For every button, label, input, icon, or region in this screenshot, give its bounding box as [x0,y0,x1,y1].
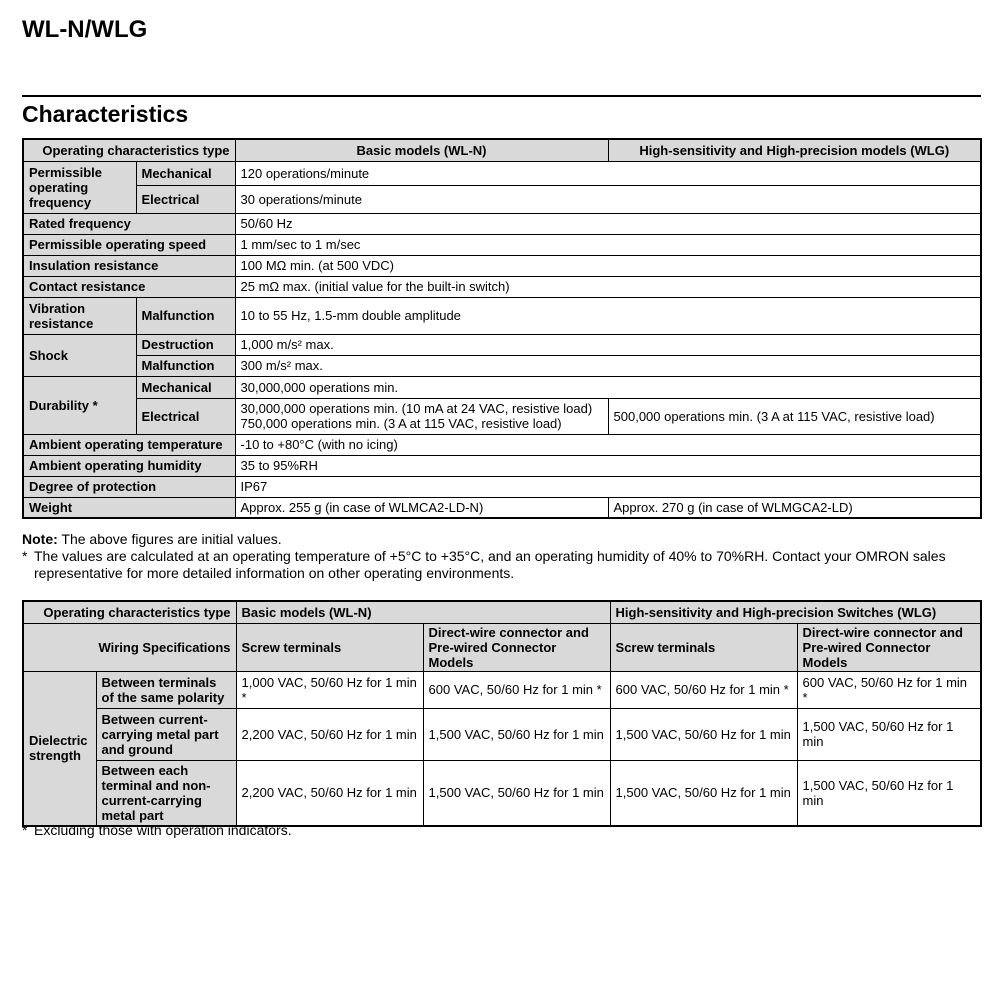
vibration-value: 10 to 55 Hz, 1.5-mm double amplitude [235,297,981,334]
insulation-resistance-label: Insulation resistance [23,255,235,276]
durability-electrical-label: Electrical [136,398,235,434]
header-high-models: High-sensitivity and High-precision models (WLG) [608,139,981,161]
electrical-label: Electrical [136,185,235,213]
durability-electrical-basic-value [235,398,608,434]
dielectric-strength-label: Dielectric strength [23,671,96,826]
dielectric-strength-table [22,600,982,827]
shock-malfunction-label: Malfunction [136,355,235,376]
table-row [23,455,981,476]
weight-label: Weight [23,497,235,518]
durability-electrical-high-value: 500,000 operations min. (3 A at 115 VAC, resistive load) [608,398,981,434]
ambient-temperature-label: Ambient operating temperature [23,434,235,455]
characteristics-table [22,138,982,519]
operating-speed-label: Permissible operating speed [23,234,235,255]
table-row [23,355,981,376]
value-cell: 1,000 VAC, 50/60 Hz for 1 min * [236,671,423,708]
operating-speed-value: 1 mm/sec to 1 m/sec [235,234,981,255]
wiring-specifications-label: Wiring Specifications [23,623,236,671]
value-cell: 1,500 VAC, 50/60 Hz for 1 min [610,760,797,826]
value-cell: 1,500 VAC, 50/60 Hz for 1 min [797,708,981,760]
vibration-malfunction-label: Malfunction [136,297,235,334]
basic-direct-wire-header: Direct-wire connector and Pre-wired Connector Models [423,623,610,671]
value-cell: 2,200 VAC, 50/60 Hz for 1 min [236,708,423,760]
table-row [23,376,981,398]
header-high-switches: High-sensitivity and High-precision Switches (WLG) [610,601,981,623]
row-label-terminal-metal: Between each terminal and non-current-carrying metal part [96,760,236,826]
durability-mechanical-value: 30,000,000 operations min. [235,376,981,398]
table-row [23,185,981,213]
table-header-row [23,601,981,623]
header-type: Operating characteristics type [23,601,236,623]
table-header-row [23,139,981,161]
high-screw-terminals-header: Screw terminals [610,623,797,671]
row-label-metal-ground: Between current-carrying metal part and ground [96,708,236,760]
header-type: Operating characteristics type [23,139,235,161]
vibration-resistance-label: Vibration resistance [23,297,136,334]
asterisk-note-text: The values are calculated at an operating temperature of +5°C to +35°C, and an operating humidity of 40% to 70%RH. Contact your OMRON sales representative for more detailed information on other operating environments. [34,548,946,581]
value-cell: 1,500 VAC, 50/60 Hz for 1 min [610,708,797,760]
header-basic-models: Basic models (WL-N) [235,139,608,161]
durability-mechanical-label: Mechanical [136,376,235,398]
asterisk-mark: * [22,548,28,564]
contact-resistance-value: 25 mΩ max. (initial value for the built-in switch) [235,276,981,297]
note-line [22,531,982,548]
contact-resistance-label: Contact resistance [23,276,235,297]
value-cell: 600 VAC, 50/60 Hz for 1 min * [610,671,797,708]
asterisk-note-line [22,548,982,582]
table-row [23,671,981,708]
table-row [23,161,981,185]
table-row [23,334,981,355]
table-header-row [23,623,981,671]
table-row [23,476,981,497]
table-row [23,434,981,455]
rated-frequency-value: 50/60 Hz [235,213,981,234]
table-row [23,255,981,276]
footnote-block [22,822,982,839]
document-title: WL-N/WLG [22,16,148,43]
header-basic-models: Basic models (WL-N) [236,601,610,623]
frequency-mechanical-value: 120 operations/minute [235,161,981,185]
row-label-same-polarity: Between terminals of the same polarity [96,671,236,708]
weight-high-value: Approx. 270 g (in case of WLMGCA2-LD) [608,497,981,518]
ambient-temperature-value: -10 to +80°C (with no icing) [235,434,981,455]
footnote-text: Excluding those with operation indicators. [34,822,292,838]
table-row [23,234,981,255]
value-cell: 2,200 VAC, 50/60 Hz for 1 min [236,760,423,826]
rated-frequency-label: Rated frequency [23,213,235,234]
ambient-humidity-value: 35 to 95%RH [235,455,981,476]
protection-label: Degree of protection [23,476,235,497]
table-row [23,398,981,434]
insulation-resistance-value: 100 MΩ min. (at 500 VDC) [235,255,981,276]
value-cell: 1,500 VAC, 50/60 Hz for 1 min [797,760,981,826]
section-title: Characteristics [22,101,189,127]
section-divider [22,95,981,97]
basic-screw-terminals-header: Screw terminals [236,623,423,671]
table-row [23,276,981,297]
high-direct-wire-header: Direct-wire connector and Pre-wired Connector Models [797,623,981,671]
value-cell: 600 VAC, 50/60 Hz for 1 min * [797,671,981,708]
table-row [23,497,981,518]
frequency-electrical-value: 30 operations/minute [235,185,981,213]
ambient-humidity-label: Ambient operating humidity [23,455,235,476]
shock-destruction-label: Destruction [136,334,235,355]
durability-label: Durability * [23,376,136,434]
asterisk-mark: * [22,822,28,838]
durability-electrical-basic-line-2: 750,000 operations min. (3 A at 115 VAC, resistive load) [240,416,562,431]
durability-electrical-basic-line-1: 30,000,000 operations min. (10 mA at 24 VAC, resistive load) [240,401,593,416]
mechanical-label: Mechanical [136,161,235,185]
note-label: Note: [22,531,58,547]
table-row [23,213,981,234]
table-row [23,708,981,760]
operating-frequency-label: Permissible operating frequency [23,161,136,213]
value-cell: 1,500 VAC, 50/60 Hz for 1 min [423,708,610,760]
value-cell: 1,500 VAC, 50/60 Hz for 1 min [423,760,610,826]
table-row [23,297,981,334]
table-row [23,760,981,826]
value-cell: 600 VAC, 50/60 Hz for 1 min * [423,671,610,708]
note-text: The above figures are initial values. [57,531,282,547]
shock-label: Shock [23,334,136,376]
notes-block [22,531,982,582]
shock-destruction-value: 1,000 m/s² max. [235,334,981,355]
protection-value: IP67 [235,476,981,497]
shock-malfunction-value: 300 m/s² max. [235,355,981,376]
footnote-line [22,822,982,839]
weight-basic-value: Approx. 255 g (in case of WLMCA2-LD-N) [235,497,608,518]
